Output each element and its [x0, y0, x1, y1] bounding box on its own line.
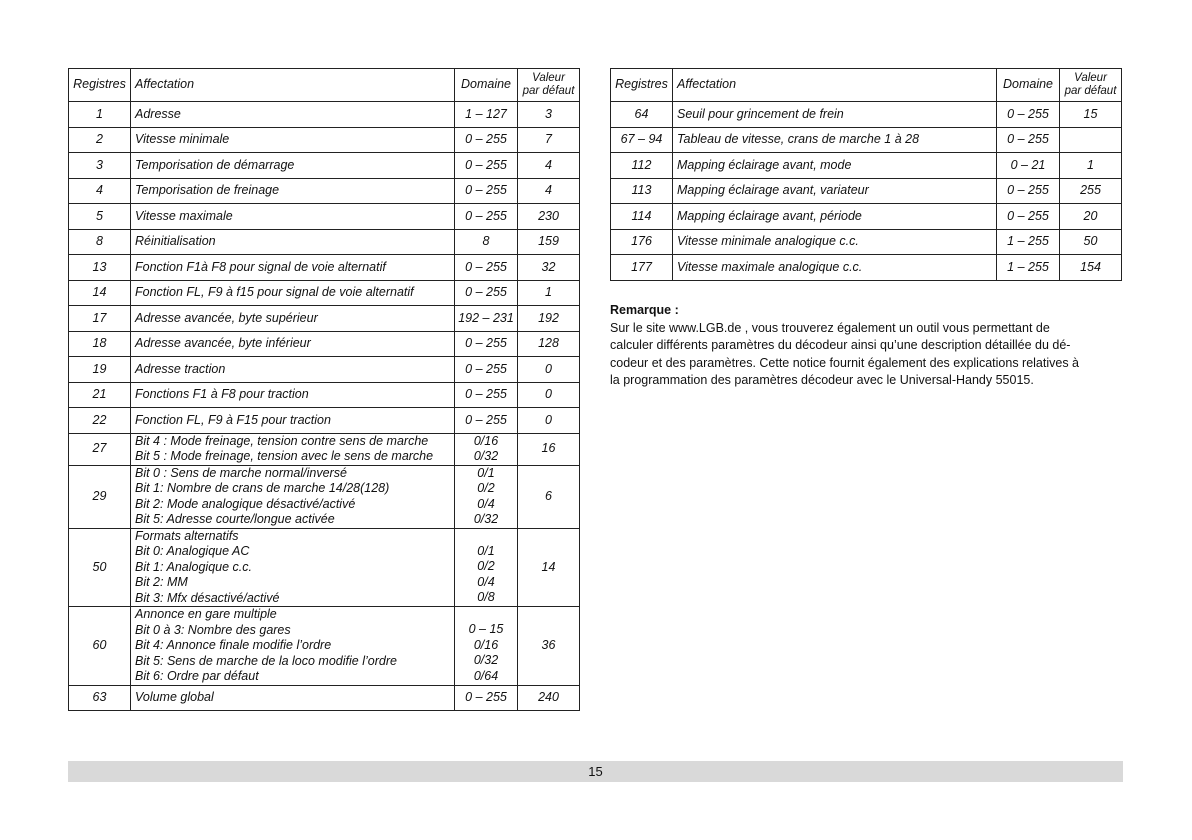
remark-line: codeur et des paramètres. Cette notice fournit également des explications relatives à — [610, 355, 1080, 370]
range: 0 – 255 — [455, 127, 518, 153]
register-number: 29 — [69, 465, 131, 528]
assignment-line: Bit 1: Nombre de crans de marche 14/28(128) — [135, 481, 390, 495]
assignment-line: Annonce en gare multiple — [135, 607, 277, 621]
default-value: 154 — [1060, 255, 1122, 281]
header-registres: Registres — [611, 69, 673, 102]
default-value: 0 — [518, 382, 580, 408]
register-number: 64 — [611, 102, 673, 128]
table-row — [611, 204, 1122, 230]
header-valeur: Valeur par défaut — [1060, 69, 1122, 102]
remark-note — [610, 302, 1122, 390]
assignment: Fonction FL, F9 à F15 pour traction — [131, 408, 455, 434]
range: 0 – 255 — [997, 204, 1060, 230]
table-row — [611, 178, 1122, 204]
range-line: 0/32 — [473, 449, 499, 463]
default-value: 32 — [518, 255, 580, 281]
register-number: 50 — [69, 528, 131, 607]
table-row — [611, 229, 1122, 255]
default-value — [1060, 127, 1122, 153]
range: 0 – 255 — [455, 178, 518, 204]
header-domaine: Domaine — [455, 69, 518, 102]
assignment: Vitesse minimale analogique c.c. — [673, 229, 997, 255]
default-value: 0 — [518, 357, 580, 383]
default-value: 7 — [518, 127, 580, 153]
range-line: 0/4 — [477, 496, 495, 511]
header-affectation: Affectation — [131, 69, 455, 102]
default-value: 4 — [518, 178, 580, 204]
range: 0 – 255 — [997, 178, 1060, 204]
assignment-line: Bit 6: Ordre par défaut — [135, 669, 259, 683]
range-line: 0 – 15 — [468, 622, 504, 637]
table-row — [69, 382, 580, 408]
right-register-table — [610, 68, 1122, 281]
register-number: 3 — [69, 153, 131, 179]
default-value: 36 — [518, 607, 580, 686]
range: 0 – 255 — [455, 357, 518, 383]
table-row — [69, 280, 580, 306]
range-line: 0/64 — [473, 668, 499, 683]
register-number: 13 — [69, 255, 131, 281]
header-valeur: Valeur par défaut — [518, 69, 580, 102]
range: 0 – 255 — [455, 408, 518, 434]
page-number: 15 — [588, 764, 603, 779]
register-number: 21 — [69, 382, 131, 408]
default-value: 3 — [518, 102, 580, 128]
page-footer-bar — [68, 761, 1123, 782]
register-number: 114 — [611, 204, 673, 230]
assignment: Adresse — [131, 102, 455, 128]
table-row — [69, 685, 580, 711]
assignment: Adresse traction — [131, 357, 455, 383]
range — [455, 433, 518, 465]
assignment: Fonction FL, F9 à f15 pour signal de voie alternatif — [131, 280, 455, 306]
table-row — [69, 127, 580, 153]
table-header-row — [611, 69, 1122, 102]
register-number: 18 — [69, 331, 131, 357]
range: 0 – 255 — [455, 255, 518, 281]
table-row — [69, 331, 580, 357]
range-line: 0/8 — [477, 590, 495, 605]
range: 0 – 255 — [455, 280, 518, 306]
register-number: 113 — [611, 178, 673, 204]
register-number: 22 — [69, 408, 131, 434]
register-number: 67 – 94 — [611, 127, 673, 153]
range: 0 – 255 — [997, 102, 1060, 128]
assignment: Mapping éclairage avant, variateur — [673, 178, 997, 204]
assignment: Seuil pour grincement de frein — [673, 102, 997, 128]
range: 0 – 21 — [997, 153, 1060, 179]
table-row — [611, 255, 1122, 281]
assignment: Tableau de vitesse, crans de marche 1 à 28 — [673, 127, 997, 153]
table-row — [69, 204, 580, 230]
default-value: 16 — [518, 433, 580, 465]
table-row — [69, 153, 580, 179]
assignment: Réinitialisation — [131, 229, 455, 255]
remark-line: calculer différents paramètres du décodeur ainsi qu’une description détaillée du dé- — [610, 338, 1071, 352]
remark-line: la programmation des paramètres décodeur avec le Universal-Handy 55015. — [610, 373, 1034, 387]
default-value: 1 — [518, 280, 580, 306]
range: 0 – 255 — [455, 685, 518, 711]
register-number: 2 — [69, 127, 131, 153]
assignment: Vitesse minimale — [131, 127, 455, 153]
range: 192 – 231 — [455, 306, 518, 332]
assignment-line: Bit 3: Mfx désactivé/activé — [135, 590, 280, 605]
assignment-line: Bit 5: Sens de marche de la loco modifie l’ordre — [135, 653, 397, 668]
range-line: 0/32 — [473, 512, 499, 526]
assignment-line: Bit 0: Analogique AC — [135, 544, 250, 558]
default-value: 15 — [1060, 102, 1122, 128]
default-value: 4 — [518, 153, 580, 179]
assignment: Mapping éclairage avant, mode — [673, 153, 997, 179]
default-value: 1 — [1060, 153, 1122, 179]
range: 8 — [455, 229, 518, 255]
range: 0 – 255 — [997, 127, 1060, 153]
table-row — [69, 607, 580, 686]
register-number: 177 — [611, 255, 673, 281]
range — [455, 607, 518, 686]
table-row — [69, 229, 580, 255]
range-line: 0/16 — [473, 637, 499, 652]
assignment: Mapping éclairage avant, période — [673, 204, 997, 230]
register-number: 17 — [69, 306, 131, 332]
assignment — [131, 528, 455, 607]
assignment-line: Bit 1: Analogique c.c. — [135, 559, 252, 574]
range: 0 – 255 — [455, 153, 518, 179]
register-number: 14 — [69, 280, 131, 306]
register-number: 8 — [69, 229, 131, 255]
header-affectation: Affectation — [673, 69, 997, 102]
assignment-line: Formats alternatifs — [135, 528, 239, 543]
range: 1 – 255 — [997, 229, 1060, 255]
table-row — [69, 528, 580, 607]
assignment — [131, 465, 455, 528]
default-value: 240 — [518, 685, 580, 711]
assignment: Vitesse maximale analogique c.c. — [673, 255, 997, 281]
assignment: Temporisation de démarrage — [131, 153, 455, 179]
assignment-line: Bit 5: Adresse courte/longue activée — [135, 512, 335, 526]
table-row — [69, 465, 580, 528]
assignment: Fonctions F1 à F8 pour traction — [131, 382, 455, 408]
assignment: Fonction F1à F8 pour signal de voie alternatif — [131, 255, 455, 281]
range — [455, 528, 518, 607]
default-value: 192 — [518, 306, 580, 332]
default-value: 128 — [518, 331, 580, 357]
default-value: 14 — [518, 528, 580, 607]
table-row — [69, 102, 580, 128]
range-line: 0/1 — [477, 465, 495, 480]
assignment-line: Bit 2: MM — [135, 575, 188, 589]
assignment-line: Bit 4 : Mode freinage, tension contre sens de marche — [135, 433, 429, 448]
range: 1 – 127 — [455, 102, 518, 128]
table-row — [69, 433, 580, 465]
register-number: 112 — [611, 153, 673, 179]
range-line: 0/2 — [477, 559, 495, 574]
register-number: 60 — [69, 607, 131, 686]
default-value: 20 — [1060, 204, 1122, 230]
register-number: 27 — [69, 433, 131, 465]
assignment: Temporisation de freinage — [131, 178, 455, 204]
range-line: 0/16 — [473, 433, 499, 448]
default-value: 50 — [1060, 229, 1122, 255]
register-number: 1 — [69, 102, 131, 128]
range-line: 0/32 — [473, 653, 499, 668]
assignment: Vitesse maximale — [131, 204, 455, 230]
default-value: 0 — [518, 408, 580, 434]
assignment: Volume global — [131, 685, 455, 711]
assignment-line: Bit 4: Annonce finale modifie l’ordre — [135, 638, 332, 652]
assignment: Adresse avancée, byte supérieur — [131, 306, 455, 332]
header-registres: Registres — [69, 69, 131, 102]
register-number: 4 — [69, 178, 131, 204]
default-value: 255 — [1060, 178, 1122, 204]
register-number: 5 — [69, 204, 131, 230]
table-row — [69, 357, 580, 383]
header-domaine: Domaine — [997, 69, 1060, 102]
register-number: 176 — [611, 229, 673, 255]
register-number: 63 — [69, 685, 131, 711]
table-row — [611, 153, 1122, 179]
table-row — [69, 178, 580, 204]
assignment-line: Bit 2: Mode analogique désactivé/activé — [135, 496, 356, 511]
table-row — [69, 255, 580, 281]
range-line: 0/4 — [477, 574, 495, 589]
range: 0 – 255 — [455, 331, 518, 357]
assignment-line: Bit 0 : Sens de marche normal/inversé — [135, 465, 347, 480]
left-register-table — [68, 68, 580, 711]
table-row — [611, 102, 1122, 128]
default-value: 230 — [518, 204, 580, 230]
range: 1 – 255 — [997, 255, 1060, 281]
assignment-line: Bit 5 : Mode freinage, tension avec le sens de marche — [135, 449, 434, 463]
register-number: 19 — [69, 357, 131, 383]
remark-line: Sur le site www.LGB.de , vous trouverez également un outil vous permettant de — [610, 320, 1050, 335]
default-value: 6 — [518, 465, 580, 528]
range-line: 0/1 — [477, 543, 495, 558]
table-row — [69, 408, 580, 434]
table-header-row — [69, 69, 580, 102]
assignment: Adresse avancée, byte inférieur — [131, 331, 455, 357]
assignment — [131, 433, 455, 465]
range-line: 0/2 — [477, 481, 495, 495]
remark-title: Remarque : — [610, 303, 679, 317]
default-value: 159 — [518, 229, 580, 255]
range — [455, 465, 518, 528]
range: 0 – 255 — [455, 382, 518, 408]
assignment-line: Bit 0 à 3: Nombre des gares — [135, 622, 291, 637]
assignment — [131, 607, 455, 686]
range: 0 – 255 — [455, 204, 518, 230]
table-row — [611, 127, 1122, 153]
table-row — [69, 306, 580, 332]
